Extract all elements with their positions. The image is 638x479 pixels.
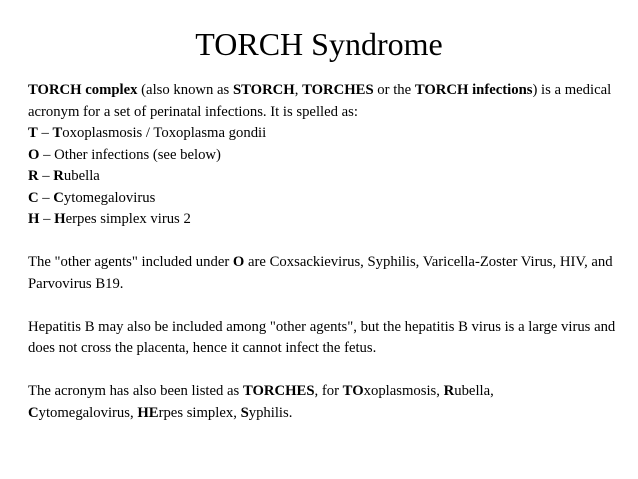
acronym-dash: – [38, 168, 54, 184]
acronym-dash: – [39, 146, 55, 163]
torches-bold: S [240, 404, 249, 421]
term-torch-complex: TORCH complex [28, 82, 138, 98]
acronym-line-o [28, 145, 618, 167]
acronym-line-t [28, 123, 618, 145]
slide-body [28, 80, 618, 424]
other-agents-text: are Coxsackievirus, Syphilis, Varicella-Zoster Virus, HIV, and Parvovirus B19. [28, 254, 613, 292]
acronym-bold-part: T [52, 125, 63, 141]
paragraph-gap [28, 295, 618, 317]
torches-bold: C [28, 404, 39, 421]
torches-text: ytomegalovirus, [38, 404, 138, 421]
acronym-letter: T [28, 125, 38, 141]
term-torch-infections: TORCH infections [414, 82, 533, 98]
acronym-line-c [28, 188, 618, 210]
torches-bold: TORCHES [242, 383, 315, 399]
slide-title: TORCH Syndrome [195, 26, 443, 62]
acronym-line-r [28, 166, 618, 188]
torches-text: The acronym has also been listed as [28, 383, 243, 399]
other-agents-paragraph [28, 252, 618, 295]
term-torches: TORCHES [302, 82, 374, 98]
term-storch: STORCH [232, 82, 295, 98]
acronym-letter: H [28, 211, 40, 227]
acronym-dash: – [38, 189, 54, 206]
acronym-dash: – [37, 125, 53, 141]
intro-text: ) is a medical acronym for a set of perinatal infections. It is spelled as: [28, 82, 612, 120]
torches-text: ubella, [454, 383, 494, 399]
torches-text: rpes simplex, [158, 404, 241, 421]
acronym-dash: – [39, 211, 55, 227]
torches-text: , for [314, 383, 343, 399]
acronym-bold-part: H [54, 211, 66, 227]
acronym-rest: ubella [63, 168, 100, 184]
acronym-letter: C [28, 189, 39, 206]
other-agents-letter: O [232, 254, 245, 270]
torches-bold: R [443, 383, 455, 399]
intro-text: or the [373, 82, 415, 98]
torches-text: xoplasmosis, [363, 383, 444, 399]
paragraph-gap [28, 231, 618, 253]
torches-bold: HE [137, 404, 159, 421]
paragraph-gap [28, 360, 618, 382]
torches-paragraph [28, 381, 618, 424]
acronym-letter: O [28, 146, 40, 163]
acronym-rest: Other infections (see below) [54, 146, 221, 163]
intro-paragraph [28, 80, 618, 123]
acronym-letter: R [28, 168, 39, 184]
intro-text: (also known as [137, 82, 233, 98]
acronym-bold-part: C [53, 189, 64, 206]
torches-bold: TO [342, 383, 364, 399]
other-agents-text: The "other agents" included under [28, 254, 233, 270]
acronym-bold-part: R [53, 168, 64, 184]
hepatitis-paragraph: Hepatitis B may also be included among "other agents", but the hepatitis B virus is a large virus and does not cross the placenta, hence it cannot infect the fetus. [28, 318, 616, 356]
acronym-line-h [28, 209, 618, 231]
torches-text: yphilis. [248, 404, 293, 421]
intro-text: , [294, 82, 303, 98]
acronym-rest: erpes simplex virus 2 [65, 211, 191, 227]
acronym-rest: oxoplasmosis / Toxoplasma gondii [62, 125, 267, 141]
acronym-rest: ytomegalovirus [63, 189, 156, 206]
